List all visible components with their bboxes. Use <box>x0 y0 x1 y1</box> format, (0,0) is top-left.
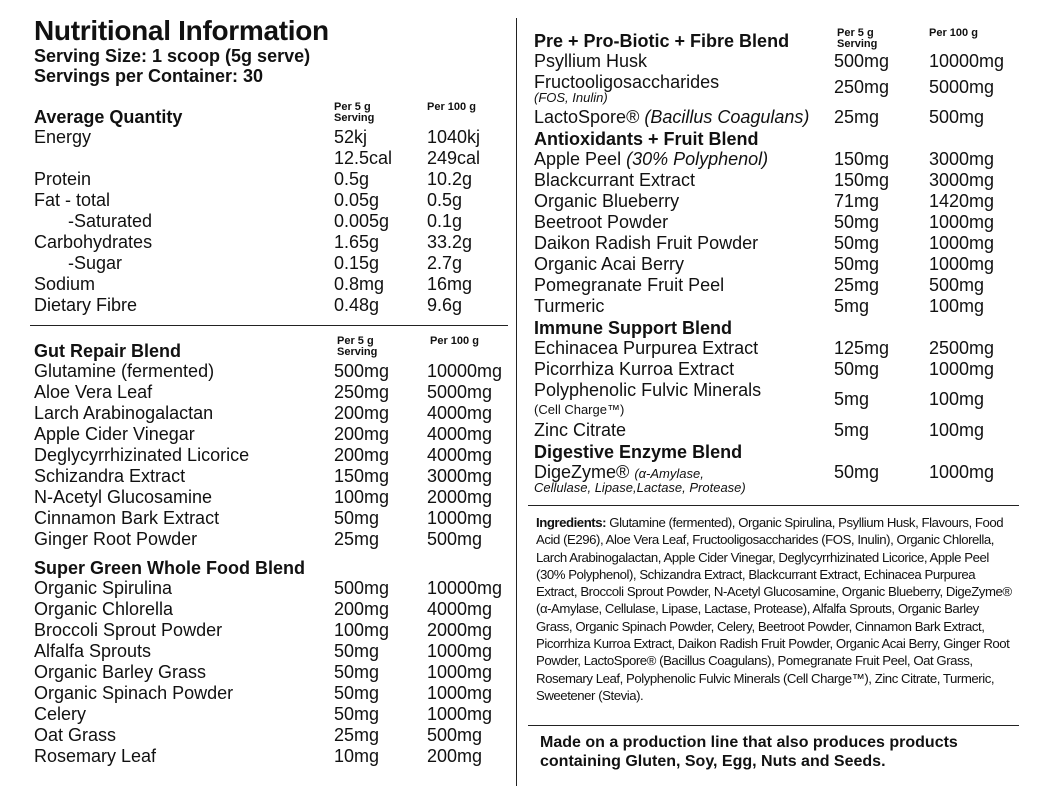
row-per-100g: 500mg <box>427 725 483 745</box>
row-per-serve: 0.8mg <box>334 274 385 294</box>
row-name: Broccoli Sprout Powder <box>34 620 223 640</box>
fulvic-note: (Cell Charge™) <box>534 402 625 417</box>
row-name: -Saturated <box>68 211 153 231</box>
row-per-serve: 250mg <box>334 382 390 402</box>
row-name: Beetroot Powder <box>534 212 669 232</box>
row-name: Apple Cider Vinegar <box>34 424 195 444</box>
row-per-serve: 50mg <box>834 254 880 274</box>
row-name: Cinnamon Bark Extract <box>34 508 220 528</box>
row-name: Schizandra Extract <box>34 466 186 486</box>
row-per-serve: 200mg <box>334 424 390 444</box>
servings-per-container: Servings per Container: 30 <box>34 66 264 86</box>
ingredients-list: Glutamine (fermented), Organic Spirulina, Psyllium Husk, Flavours, Food Acid (E296), Aloe Vera Leaf, Fructooligosaccharides (FOS, Inulin), Organic Chlorella, Larch Arabinogalactan, Apple Cider Vinegar, Deglycyrrhizinated Licorice, Apple Peel (30% Polyphenol), Schizandra Extract, Blackcurrant Extract, Echinacea Purpurea Extract, Broccoli Sprout Powder, N-Acetyl Glucosamine, Organic Blueberry, DigeZyme® (α-Amylase, Cellulase, Lipase, Lactase, Protease), Alfalfa Sprouts, Organic Barley Grass, Organic Spinach Powder, Celery, Beetroot Powder, Cinnamon Bark Extract, Picorrhiza Kurroa Extract, Daikon Radish Fruit Powder, Organic Acai Berry, Ginger Root Powder, LactoSpore® (Bacillus Coagulans), Pomegranate Fruit Peel, Oat Grass, Rosemary Leaf, Polyphenolic Fulvic Minerals (Cell Charge™), Zinc Citrate, Turmeric, Sweetener (Stevia). <box>536 515 1012 703</box>
row-per-serve: 25mg <box>334 725 380 745</box>
immune-support-title: Immune Support Blend <box>534 318 732 338</box>
row-per-serve: 52kj <box>334 127 368 147</box>
row-per-100g: 1000mg <box>929 359 995 379</box>
row-name: Deglycyrrhizinated Licorice <box>34 445 250 465</box>
row-per-serve: 10mg <box>334 746 380 766</box>
row-per-serve: 200mg <box>334 403 390 423</box>
row-name-note: (α-Amylase, <box>634 466 704 481</box>
row-name: N-Acetyl Glucosamine <box>34 487 213 507</box>
row-name: Fructooligosaccharides <box>534 72 720 92</box>
row-name: Sodium <box>34 274 96 294</box>
row-name-note: (Bacillus Coagulans) <box>644 107 810 127</box>
per-100g-header: Per 100 g <box>929 27 978 39</box>
row-per-100g: 100mg <box>929 389 985 409</box>
row-per-serve: 100mg <box>334 487 390 507</box>
row-per-100g: 1000mg <box>427 704 493 724</box>
row-per-serve: 150mg <box>834 170 890 190</box>
row-name: Larch Arabinogalactan <box>34 403 214 423</box>
row-per-100g: 1040kj <box>427 127 481 147</box>
row-name: Organic Spirulina <box>34 578 173 598</box>
row-per-serve: 50mg <box>834 233 880 253</box>
row-per-100g: 1420mg <box>929 191 995 211</box>
row-per-100g: 3000mg <box>929 170 995 190</box>
row-name: -Sugar <box>68 253 123 273</box>
row-per-100g: 4000mg <box>427 445 493 465</box>
row-per-serve: 0.48g <box>334 295 380 315</box>
row-per-serve: 0.5g <box>334 169 370 189</box>
column-divider <box>516 18 517 786</box>
row-per-100g: 1000mg <box>929 462 995 482</box>
row-name: Picorrhiza Kurroa Extract <box>534 359 735 379</box>
row-per-100g: 4000mg <box>427 424 493 444</box>
row-per-serve: 500mg <box>834 51 890 71</box>
per-serve-header-line2: Serving <box>337 346 378 358</box>
digestive-enzyme-title: Digestive Enzyme Blend <box>534 442 743 462</box>
row-name-main: Apple Peel <box>534 149 622 169</box>
row-per-100g: 5000mg <box>427 382 493 402</box>
row-per-100g: 1000mg <box>427 662 493 682</box>
row-per-100g: 1000mg <box>427 508 493 528</box>
row-per-100g: 16mg <box>427 274 473 294</box>
row-name: Rosemary Leaf <box>34 746 157 766</box>
row-per-serve: 50mg <box>334 508 380 528</box>
row-name-note: (30% Polyphenol) <box>626 149 769 169</box>
per-serve-header-line1: Per 5 g <box>837 27 874 39</box>
row-name-main: LactoSpore® <box>534 107 640 127</box>
row-per-100g: 500mg <box>929 107 985 127</box>
row-per-100g: 200mg <box>427 746 483 766</box>
per-serve-header-line2: Serving <box>334 112 375 124</box>
row-per-100g: 3000mg <box>427 466 493 486</box>
row-per-serve: 50mg <box>334 641 380 661</box>
row-per-serve: 50mg <box>334 683 380 703</box>
row-per-serve: 150mg <box>334 466 390 486</box>
row-name: Aloe Vera Leaf <box>34 382 153 402</box>
row-per-100g: 100mg <box>929 420 985 440</box>
row-name: Fat - total <box>34 190 111 210</box>
divider <box>30 325 508 326</box>
per-serve-header-line1: Per 5 g <box>334 101 371 113</box>
row-per-serve: 12.5cal <box>334 148 393 168</box>
super-green-title: Super Green Whole Food Blend <box>34 558 306 578</box>
row-name: Dietary Fibre <box>34 295 138 315</box>
per-serve-header <box>334 102 374 124</box>
row-per-100g: 1000mg <box>929 212 995 232</box>
row-per-100g: 5000mg <box>929 77 995 97</box>
divider <box>528 725 1019 726</box>
row-per-100g: 2000mg <box>427 487 493 507</box>
row-name: Daikon Radish Fruit Powder <box>534 233 759 253</box>
per-serve-header-line1: Per 5 g <box>337 335 374 347</box>
row-per-serve: 50mg <box>334 704 380 724</box>
row-name: Organic Spinach Powder <box>34 683 234 703</box>
row-per-serve: 25mg <box>334 529 380 549</box>
row-per-100g: 0.1g <box>427 211 463 231</box>
row-per-100g: 2000mg <box>427 620 493 640</box>
antioxidants-title: Antioxidants + Fruit Blend <box>534 129 759 149</box>
per-serve-header-line2: Serving <box>837 38 878 50</box>
row-per-100g: 500mg <box>427 529 483 549</box>
row-per-serve: 1.65g <box>334 232 380 252</box>
page-title: Nutritional Information <box>34 15 329 46</box>
row-per-serve: 100mg <box>334 620 390 640</box>
row-name: Protein <box>34 169 92 189</box>
fos-note: (FOS, Inulin) <box>534 90 608 105</box>
row-per-100g: 0.5g <box>427 190 463 210</box>
enzyme-note: Cellulase, Lipase,Lactase, Protease) <box>534 480 746 495</box>
row-per-serve: 250mg <box>834 77 890 97</box>
row-name: Blackcurrant Extract <box>534 170 696 190</box>
row-per-100g: 10.2g <box>427 169 473 189</box>
row-per-serve: 150mg <box>834 149 890 169</box>
ingredients-label: Ingredients: <box>536 515 607 530</box>
row-per-serve: 5mg <box>834 389 870 409</box>
row-per-100g: 33.2g <box>427 232 473 252</box>
row-name: Glutamine (fermented) <box>34 361 215 381</box>
row-per-100g: 2.7g <box>427 253 463 273</box>
row-name: Zinc Citrate <box>534 420 627 440</box>
per-serve-header <box>337 336 377 358</box>
row-per-serve: 0.15g <box>334 253 380 273</box>
row-per-100g: 9.6g <box>427 295 463 315</box>
per-serve-header <box>837 28 877 50</box>
row-name: Oat Grass <box>34 725 117 745</box>
row-per-serve: 200mg <box>334 445 390 465</box>
row-per-serve: 500mg <box>334 361 390 381</box>
row-per-serve: 50mg <box>834 462 880 482</box>
row-per-100g: 10000mg <box>427 578 503 598</box>
row-per-100g: 4000mg <box>427 599 493 619</box>
divider <box>528 505 1019 506</box>
row-name: Psyllium Husk <box>534 51 648 71</box>
row-per-100g: 1000mg <box>929 254 995 274</box>
per-100g-header: Per 100 g <box>427 101 476 113</box>
row-per-100g: 3000mg <box>929 149 995 169</box>
row-name-main: DigeZyme® <box>534 462 630 482</box>
allergen-warning: Made on a production line that also produces products containing Gluten, Soy, Egg, Nuts and Seeds. <box>540 734 958 770</box>
row-per-serve: 200mg <box>334 599 390 619</box>
row-per-100g: 1000mg <box>427 683 493 703</box>
per-100g-header: Per 100 g <box>430 335 479 347</box>
row-name: Organic Blueberry <box>534 191 680 211</box>
row-per-serve: 71mg <box>834 191 880 211</box>
row-per-serve: 50mg <box>834 359 880 379</box>
row-per-100g: 10000mg <box>427 361 503 381</box>
row-per-100g: 1000mg <box>427 641 493 661</box>
row-name <box>534 149 768 170</box>
row-per-serve: 25mg <box>834 275 880 295</box>
row-name <box>534 107 809 128</box>
row-name: Alfalfa Sprouts <box>34 641 152 661</box>
row-name: Polyphenolic Fulvic Minerals <box>534 380 762 400</box>
row-name: Organic Chlorella <box>34 599 174 619</box>
row-per-serve: 125mg <box>834 338 890 358</box>
row-per-serve: 50mg <box>834 212 880 232</box>
row-name: Celery <box>34 704 87 724</box>
row-name: Pomegranate Fruit Peel <box>534 275 725 295</box>
ingredients-text <box>536 514 1014 704</box>
row-name: Echinacea Purpurea Extract <box>534 338 759 358</box>
row-name: Organic Barley Grass <box>34 662 207 682</box>
row-name: Energy <box>34 127 92 147</box>
row-per-100g: 2500mg <box>929 338 995 358</box>
row-per-100g: 10000mg <box>929 51 1005 71</box>
row-name: Organic Acai Berry <box>534 254 685 274</box>
row-per-serve: 50mg <box>334 662 380 682</box>
prebiotic-title: Pre + Pro-Biotic + Fibre Blend <box>534 31 790 51</box>
row-per-100g: 500mg <box>929 275 985 295</box>
row-per-serve: 5mg <box>834 420 870 440</box>
row-per-100g: 249cal <box>427 148 481 168</box>
row-per-100g: 1000mg <box>929 233 995 253</box>
gut-repair-title: Gut Repair Blend <box>34 341 182 361</box>
row-name: Ginger Root Powder <box>34 529 198 549</box>
row-per-100g: 100mg <box>929 296 985 316</box>
row-per-100g: 4000mg <box>427 403 493 423</box>
row-per-serve: 500mg <box>334 578 390 598</box>
row-per-serve: 5mg <box>834 296 870 316</box>
serving-size: Serving Size: 1 scoop (5g serve) <box>34 46 311 66</box>
row-per-serve: 0.005g <box>334 211 390 231</box>
row-per-serve: 25mg <box>834 107 880 127</box>
row-per-serve: 0.05g <box>334 190 380 210</box>
row-name: Turmeric <box>534 296 605 316</box>
row-name: Carbohydrates <box>34 232 153 252</box>
average-quantity-title: Average Quantity <box>34 107 183 127</box>
